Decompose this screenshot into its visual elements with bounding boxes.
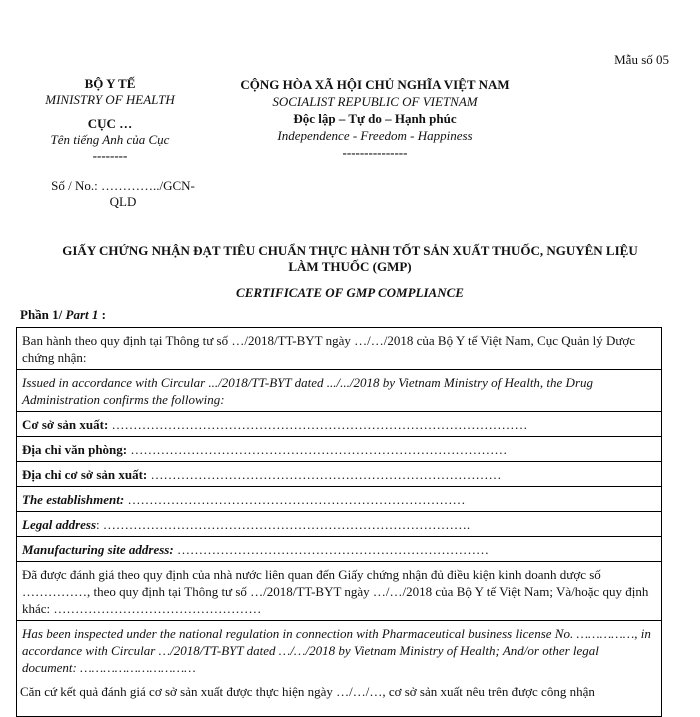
document-subtitle: CERTIFICATE OF GMP COMPLIANCE — [236, 285, 464, 300]
manufacturing-site-label: Manufacturing site address: — [22, 542, 174, 557]
legal-address-value: : …………………………………………………………………………. — [96, 517, 471, 532]
right-dashes: --------------- — [342, 145, 408, 160]
inspected-vi-row: Đã được đánh giá theo quy định của nhà nước liên quan đến Giấy chứng nhận đủ điều kiện kinh doanh dược số ……………, theo quy định tại Thông tư số …/2018/TT-BYT ngày …/…/2018 của Bộ Y tế Việt Nam; Và/hoặc quy định khác: ………………………………………… — [17, 562, 661, 621]
title-line-1: GIẤY CHỨNG NHẬN ĐẠT TIÊU CHUẨN THỰC HÀNH TỐT SẢN XUẤT THUỐC, NGUYÊN LIỆU — [62, 243, 638, 258]
part-colon: : — [98, 307, 106, 322]
office-address-value: …………………………………………………………………………… — [127, 442, 508, 457]
motto-vi: Độc lập – Tự do – Hạnh phúc — [293, 111, 457, 126]
left-header — [20, 76, 200, 164]
title-line-2: LÀM THUỐC (GMP) — [288, 259, 412, 274]
department-en: Tên tiếng Anh của Cục — [50, 132, 170, 147]
establishment-value: …………………………………………………………………… — [124, 492, 466, 507]
form-number: Mẫu số 05 — [614, 52, 669, 67]
manufacturing-site-row — [17, 537, 661, 562]
part-label — [20, 307, 106, 323]
legal-address-label: Legal address — [22, 517, 97, 532]
office-address-row — [17, 437, 661, 462]
ministry-vi: BỘ Y TẾ — [84, 76, 136, 91]
issued-en-row: Issued in accordance with Circular .../2018/TT-BYT dated .../.../2018 by Vietnam Ministry of Health, the Drug Administration confirms the following: — [17, 370, 661, 412]
facility-row — [17, 412, 661, 437]
site-address-value: ……………………………………………………………………… — [147, 467, 502, 482]
motto-en: Independence - Freedom - Happiness — [277, 128, 473, 143]
manufacturing-site-value: ……………………………………………………………… — [173, 542, 489, 557]
part-label-en: Part 1 — [65, 307, 99, 322]
inspected-en-row: Has been inspected under the national regulation in connection with Pharmaceutical business license No. ……………, in accordance with Circular …/2018/TT-BYT dated …/…/2018 by Vietnam Ministry of Health; And/or other legal document: ………………………… — [22, 626, 651, 675]
site-address-row — [17, 462, 661, 487]
legal-address-row — [17, 512, 661, 537]
left-dashes: -------- — [92, 148, 128, 163]
office-address-label: Địa chỉ văn phòng: — [22, 442, 128, 457]
establishment-row — [17, 487, 661, 512]
right-header — [210, 76, 540, 161]
site-address-label: Địa chỉ cơ sở sản xuất: — [22, 467, 148, 482]
facility-value: …………………………………………………………………………………… — [108, 417, 528, 432]
issued-vi-row: Ban hành theo quy định tại Thông tư số …/2018/TT-BYT ngày …/…/2018 của Bộ Y tế Việt Nam, Cục Quản lý Dược chứng nhận: — [17, 328, 661, 370]
certificate-table — [16, 327, 662, 717]
reference-number — [28, 178, 218, 210]
document-title — [20, 243, 680, 275]
department: CỤC … — [87, 116, 133, 131]
reference-line-2: QLD — [109, 194, 137, 209]
reference-line-1: Số / No.: …………../GCN- — [51, 178, 195, 193]
country-en: SOCIALIST REPUBLIC OF VIETNAM — [272, 94, 478, 109]
part-label-vi: Phần 1/ — [20, 307, 63, 322]
ministry-en: MINISTRY OF HEALTH — [45, 92, 175, 107]
country-vi: CỘNG HÒA XÃ HỘI CHỦ NGHĨA VIỆT NAM — [240, 77, 510, 92]
establishment-label: The establishment: — [22, 492, 125, 507]
bottom-text: Căn cứ kết quả đánh giá cơ sở sản xuất được thực hiện ngày …/…/…, cơ sở sản xuất nêu trên được công nhận — [20, 684, 595, 699]
facility-label: Cơ sở sản xuất: — [22, 417, 109, 432]
